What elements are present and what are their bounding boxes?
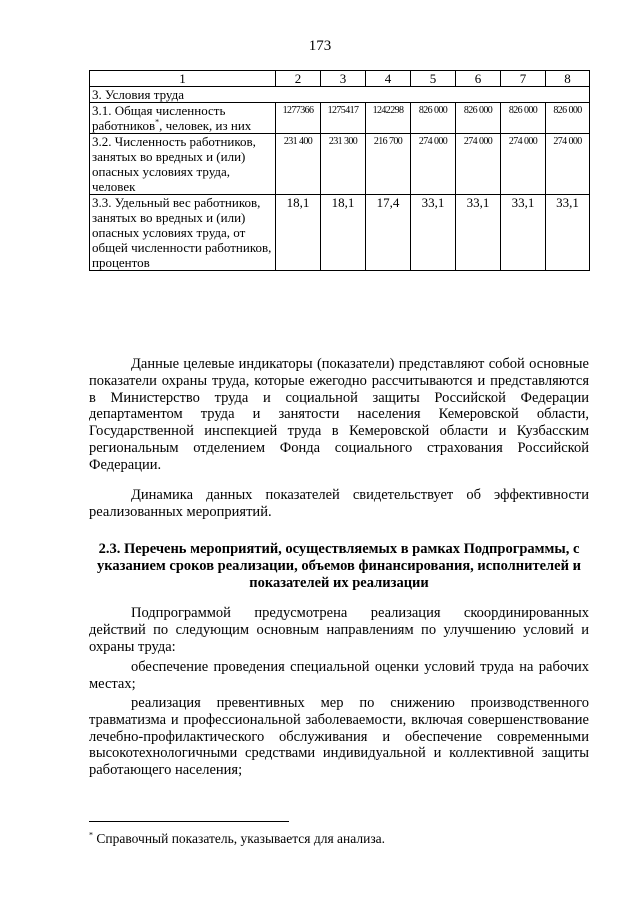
row-label: 3.3. Удельный вес работников, занятых во вредных и (или) опасных условиях труда, от общей численности работников, процентов <box>90 195 276 271</box>
column-header: 4 <box>366 71 411 87</box>
table-cell: 274 000 <box>411 134 456 195</box>
footnote-text: Справочный показатель, указывается для анализа. <box>93 831 386 846</box>
indicators-table <box>89 70 590 271</box>
table-header-row <box>90 71 590 87</box>
table-cell: 33,1 <box>456 195 501 271</box>
table-cell: 274 000 <box>546 134 590 195</box>
table-cell: 231 300 <box>321 134 366 195</box>
table-cell: 274 000 <box>501 134 546 195</box>
column-header: 7 <box>501 71 546 87</box>
paragraph-subprogram: Подпрограммой предусмотрена реализация скоординированных действий по следующим основным направлениям по улучшению условий и охраны труда: <box>89 605 589 655</box>
row-label-text: 3.1. Общая численность работников <box>92 103 226 133</box>
row-label <box>90 103 276 134</box>
table-cell: 33,1 <box>546 195 590 271</box>
footnote <box>89 831 589 847</box>
paragraph-preventive: реализация превентивных мер по снижению производственного травматизма и профессиональной заболеваемости, включая совершенствование лечебно-профилактического обслуживания и обеспечение современными высокотехнологичными средствами индивидуальной и коллективной защиты работающего населения; <box>89 695 589 779</box>
table-cell: 1275417 <box>321 103 366 134</box>
column-header: 3 <box>321 71 366 87</box>
table-cell: 18,1 <box>321 195 366 271</box>
row-label-suffix: , человек, из них <box>159 118 252 133</box>
table-cell: 216 700 <box>366 134 411 195</box>
table-section-row <box>90 87 590 103</box>
column-header: 5 <box>411 71 456 87</box>
table-cell: 826 000 <box>546 103 590 134</box>
table-cell: 18,1 <box>276 195 321 271</box>
paragraph-indicators: Данные целевые индикаторы (показатели) представляют собой основные показатели охраны труда, которые ежегодно рассчитываются и представляются в Министерство труда и социальной защиты Российской Федерации департаментом труда и занятости населения Кемеровской области, Государственной инспекцией труда в Кемеровской области и Кузбасским региональным отделением Фонда социального страхования Российской Федерации. <box>89 356 589 473</box>
table-cell: 33,1 <box>501 195 546 271</box>
table-cell: 17,4 <box>366 195 411 271</box>
table-cell: 826 000 <box>411 103 456 134</box>
table-cell: 274 000 <box>456 134 501 195</box>
section-title: 3. Условия труда <box>90 87 590 103</box>
table-cell: 826 000 <box>456 103 501 134</box>
section-heading: 2.3. Перечень мероприятий, осуществляемых в рамках Подпрограммы, с указанием сроков реализации, объемов финансирования, исполнителей и показателей их реализации <box>97 541 581 591</box>
column-header: 2 <box>276 71 321 87</box>
table-row <box>90 103 590 134</box>
table-cell: 1277366 <box>276 103 321 134</box>
column-header: 6 <box>456 71 501 87</box>
table-cell: 33,1 <box>411 195 456 271</box>
paragraph-dynamics: Динамика данных показателей свидетельствует об эффективности реализованных мероприятий. <box>89 487 589 520</box>
table-cell: 826 000 <box>501 103 546 134</box>
table-row <box>90 195 590 271</box>
column-header: 8 <box>546 71 590 87</box>
footnote-reference: * <box>155 117 160 127</box>
footnote-mark: * <box>89 830 93 840</box>
table-cell: 231 400 <box>276 134 321 195</box>
table-row <box>90 134 590 195</box>
footnote-divider <box>89 821 289 822</box>
column-header: 1 <box>90 71 276 87</box>
table-cell: 1242298 <box>366 103 411 134</box>
row-label: 3.2. Численность работников, занятых во вредных и (или) опасных условиях труда, человек <box>90 134 276 195</box>
paragraph-assessment: обеспечение проведения специальной оценки условий труда на рабочих местах; <box>89 659 589 692</box>
page-number: 173 <box>308 38 332 54</box>
